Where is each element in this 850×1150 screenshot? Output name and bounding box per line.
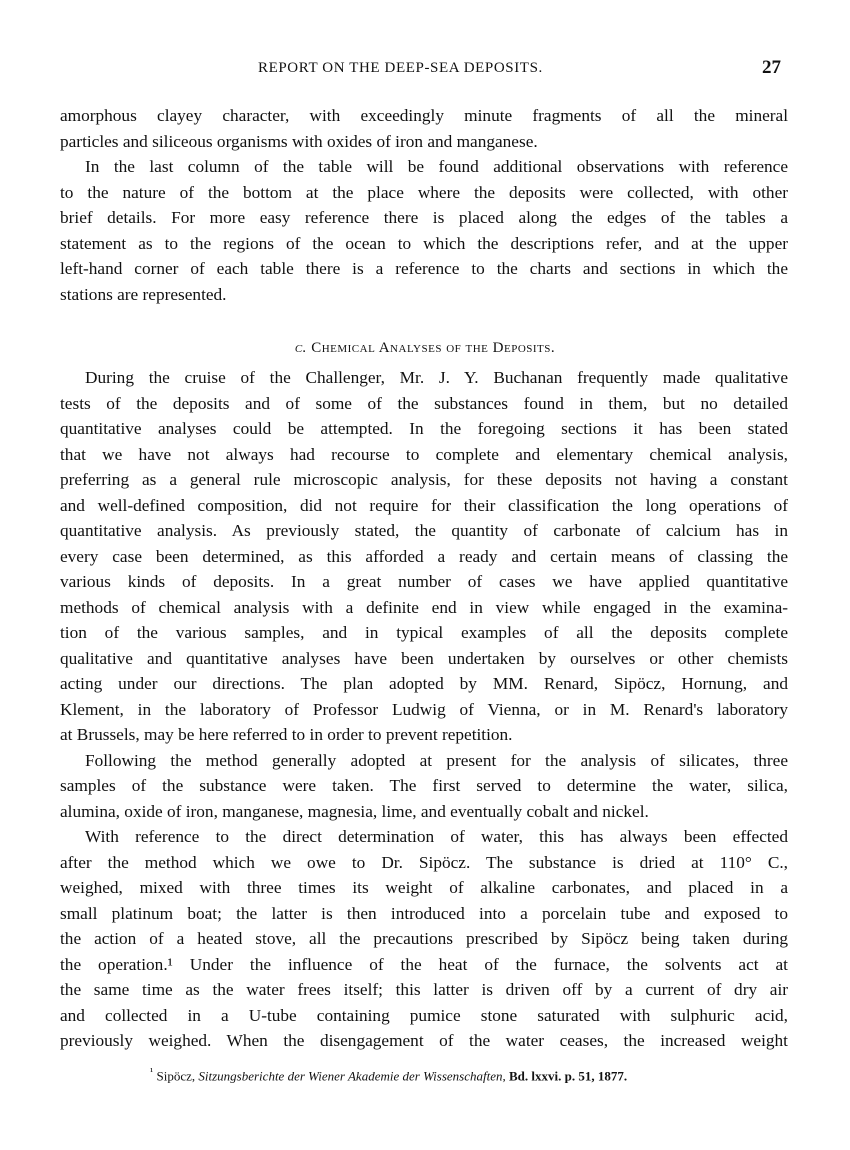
footnote-ref: Bd. lxxvi. p. 51, 1877. xyxy=(509,1068,628,1084)
page-number: 27 xyxy=(762,57,781,78)
text-line: every case been determined, as this afforded a ready and certain means of classing the xyxy=(60,546,788,566)
text-line: samples of the substance were taken. The first served to determine the water, silica, xyxy=(60,776,788,795)
text-line: particles and siliceous organisms with oxides of iron and manganese. xyxy=(60,131,538,151)
text-line: Klement, in the laboratory of Professor Ludwig of Vienna, or in M. Renard's laboratory xyxy=(60,699,788,719)
text-line: With reference to the direct determination of water, this has always been effected xyxy=(85,827,788,846)
text-line: During the cruise of the Challenger, Mr. J. Y. Buchanan frequently made qualitative xyxy=(85,368,788,387)
text-line: acting under our directions. The plan adopted by MM. Renard, Sipöcz, Hornung, and xyxy=(60,674,788,693)
footnote-journal: Sitzungsberichte der Wiener Akademie der Wissenschaften, xyxy=(198,1068,506,1084)
text-line: and collected in a U-tube containing pumice stone saturated with sulphuric acid, xyxy=(60,1005,788,1025)
section-title: Chemical Analyses of the Deposits. xyxy=(311,340,556,356)
text-line: the action of a heated stove, all the precautions prescribed by Sipöcz being taken during xyxy=(60,929,788,948)
text-line: various kinds of deposits. In a great number of cases we have applied quantitative xyxy=(60,572,788,591)
footnote-author: Sipöcz, xyxy=(156,1068,196,1084)
text-line: amorphous clayey character, with exceedingly minute fragments of all the mineral xyxy=(60,106,788,125)
text-line: to the nature of the bottom at the place where the deposits were collected, with other xyxy=(60,182,788,202)
text-line: statement as to the regions of the ocean to which the descriptions refer, and at the upper xyxy=(60,233,788,253)
text-line: left-hand corner of each table there is a reference to the charts and sections in which the xyxy=(60,259,788,278)
text-line: that we have not always had recourse to complete and elementary chemical analysis, xyxy=(60,444,788,464)
running-title: REPORT ON THE DEEP-SEA DEPOSITS. xyxy=(258,60,543,76)
text-line: the same time as the water frees itself; this latter is driven off by a current of dry air xyxy=(60,980,788,999)
text-line: small platinum boat; the latter is then introduced into a porcelain tube and exposed to xyxy=(60,903,788,923)
text-line: alumina, oxide of iron, manganese, magnesia, lime, and eventually cobalt and nickel. xyxy=(60,801,649,821)
text-line: at Brussels, may be here referred to in order to prevent repetition. xyxy=(60,725,513,744)
section-letter: c. xyxy=(294,340,307,356)
text-line: previously weighed. When the disengagement of the water ceases, the increased weight xyxy=(60,1031,788,1050)
text-line: and well-defined composition, did not require for their classification the long operations of xyxy=(60,495,788,515)
text-line: Following the method generally adopted at present for the analysis of silicates, three xyxy=(85,750,788,770)
text-line: the operation.¹ Under the influence of the heat of the furnace, the solvents act at xyxy=(60,954,788,974)
text-line: quantitative analyses could be attempted. In the foregoing sections it has been stated xyxy=(60,419,788,438)
text-line: brief details. For more easy reference there is placed along the edges of the tables a xyxy=(60,208,788,227)
text-line: preferring as a general rule microscopic analysis, for these deposits not having a constant xyxy=(60,470,788,489)
page-header xyxy=(0,57,850,82)
footnote xyxy=(150,1066,627,1084)
footnote-mark: ¹ xyxy=(150,1066,154,1078)
text-line: methods of chemical analysis with a definite end in view while engaged in the examina- xyxy=(60,597,788,617)
body-text xyxy=(60,103,788,1054)
text-line: quantitative analysis. As previously stated, the quantity of carbonate of calcium has in xyxy=(60,521,788,540)
text-line: qualitative and quantitative analyses have been undertaken by ourselves or other chemists xyxy=(60,648,788,668)
text-line: stations are represented. xyxy=(60,284,227,304)
text-line: In the last column of the table will be found additional observations with reference xyxy=(85,157,788,176)
section-heading xyxy=(0,340,850,357)
text-line: after the method which we owe to Dr. Sipöcz. The substance is dried at 110° C., xyxy=(60,852,788,872)
text-line: tests of the deposits and of some of the substances found in them, but no detailed xyxy=(60,393,788,413)
text-line: weighed, mixed with three times its weight of alkaline carbonates, and placed in a xyxy=(60,878,788,897)
text-line: tion of the various samples, and in typical examples of all the deposits complete xyxy=(60,623,788,642)
